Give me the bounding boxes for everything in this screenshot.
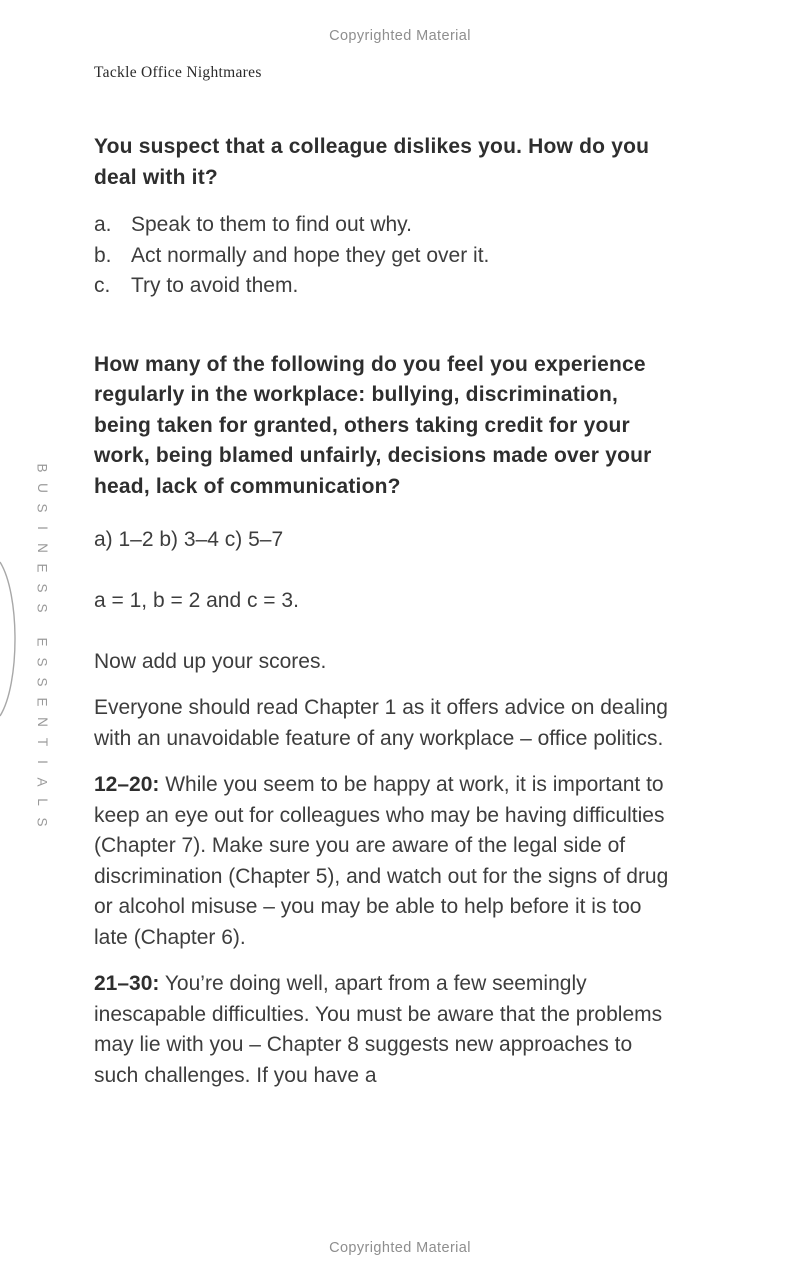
spine-letter: E xyxy=(34,697,50,707)
spine-curve-decoration xyxy=(0,556,28,722)
spine-letter: S xyxy=(34,503,50,513)
page-content xyxy=(94,132,680,1091)
copyright-notice-bottom: Copyrighted Material xyxy=(329,1240,471,1256)
option-b-label: b. xyxy=(94,243,112,267)
spine-letter: A xyxy=(34,777,50,787)
quiz-question-1-options xyxy=(94,210,680,302)
spine-letter: S xyxy=(34,677,50,687)
spine-letter: S xyxy=(34,657,50,667)
spine-letter: B xyxy=(34,463,50,473)
spine-letter: E xyxy=(34,563,50,573)
option-c-text: Try to avoid them. xyxy=(131,274,299,297)
option-b-text: Act normally and hope they get over it. xyxy=(131,243,490,267)
running-header: Tackle Office Nightmares xyxy=(94,64,262,81)
option-c-label: c. xyxy=(94,274,111,297)
score-range-paragraph-2 xyxy=(94,969,680,1091)
score-range-1-label: 12–20: xyxy=(94,773,160,796)
option-a-text: Speak to them to find out why. xyxy=(131,213,412,236)
spine-letter: S xyxy=(34,817,50,827)
score-range-1-text: While you seem to be happy at work, it is important to keep an eye out for colleagues who may be having difficulties (Chapter 7). Make sure you are aware of the legal side of discrimination (Chapter 5), and watch out for the signs of drug or alcohol misuse – you may be able to help before it is too late (Chapter 6). xyxy=(94,773,669,949)
spine-letter: U xyxy=(35,483,50,493)
score-range-2-label: 21–30: xyxy=(94,972,160,995)
scoring-instruction: Now add up your scores. xyxy=(94,650,327,673)
spine-letter: I xyxy=(34,526,50,530)
copyright-notice-top: Copyrighted Material xyxy=(329,28,471,44)
spine-letter: L xyxy=(34,798,50,806)
spine-letter: T xyxy=(35,737,50,747)
quiz-question-1: You suspect that a colleague dislikes you. How do you deal with it? xyxy=(94,135,650,189)
spine-text xyxy=(30,458,54,832)
option-a xyxy=(94,210,680,241)
option-b xyxy=(94,241,680,272)
spine-letter: E xyxy=(34,637,50,647)
quiz-question-2: How many of the following do you feel you experience regularly in the workplace: bullying, discrimination, being taken for granted, others taking credit for your work, being blamed unfairly, decisions made over your head, lack of communication? xyxy=(94,352,652,498)
spine-letter: I xyxy=(34,760,50,764)
option-a-label: a. xyxy=(94,213,112,236)
spine-letter: N xyxy=(35,717,50,727)
option-c xyxy=(94,271,680,302)
score-range-paragraph-1 xyxy=(94,770,680,953)
scoring-key: a = 1, b = 2 and c = 3. xyxy=(94,589,299,612)
spine-letter: N xyxy=(35,543,50,553)
spine-letter: S xyxy=(34,603,50,613)
spine-letter: S xyxy=(34,583,50,593)
score-range-2-text: You’re doing well, apart from a few seemingly inescapable difficulties. You must be aware that the problems may lie with you – Chapter 8 suggests new approaches to such challenges. If you have a xyxy=(94,972,663,1087)
quiz-question-2-answer-options: a) 1–2 b) 3–4 c) 5–7 xyxy=(94,528,284,551)
scoring-everyone-paragraph: Everyone should read Chapter 1 as it offers advice on dealing with an unavoidable feature of any workplace – office politics. xyxy=(94,696,668,750)
